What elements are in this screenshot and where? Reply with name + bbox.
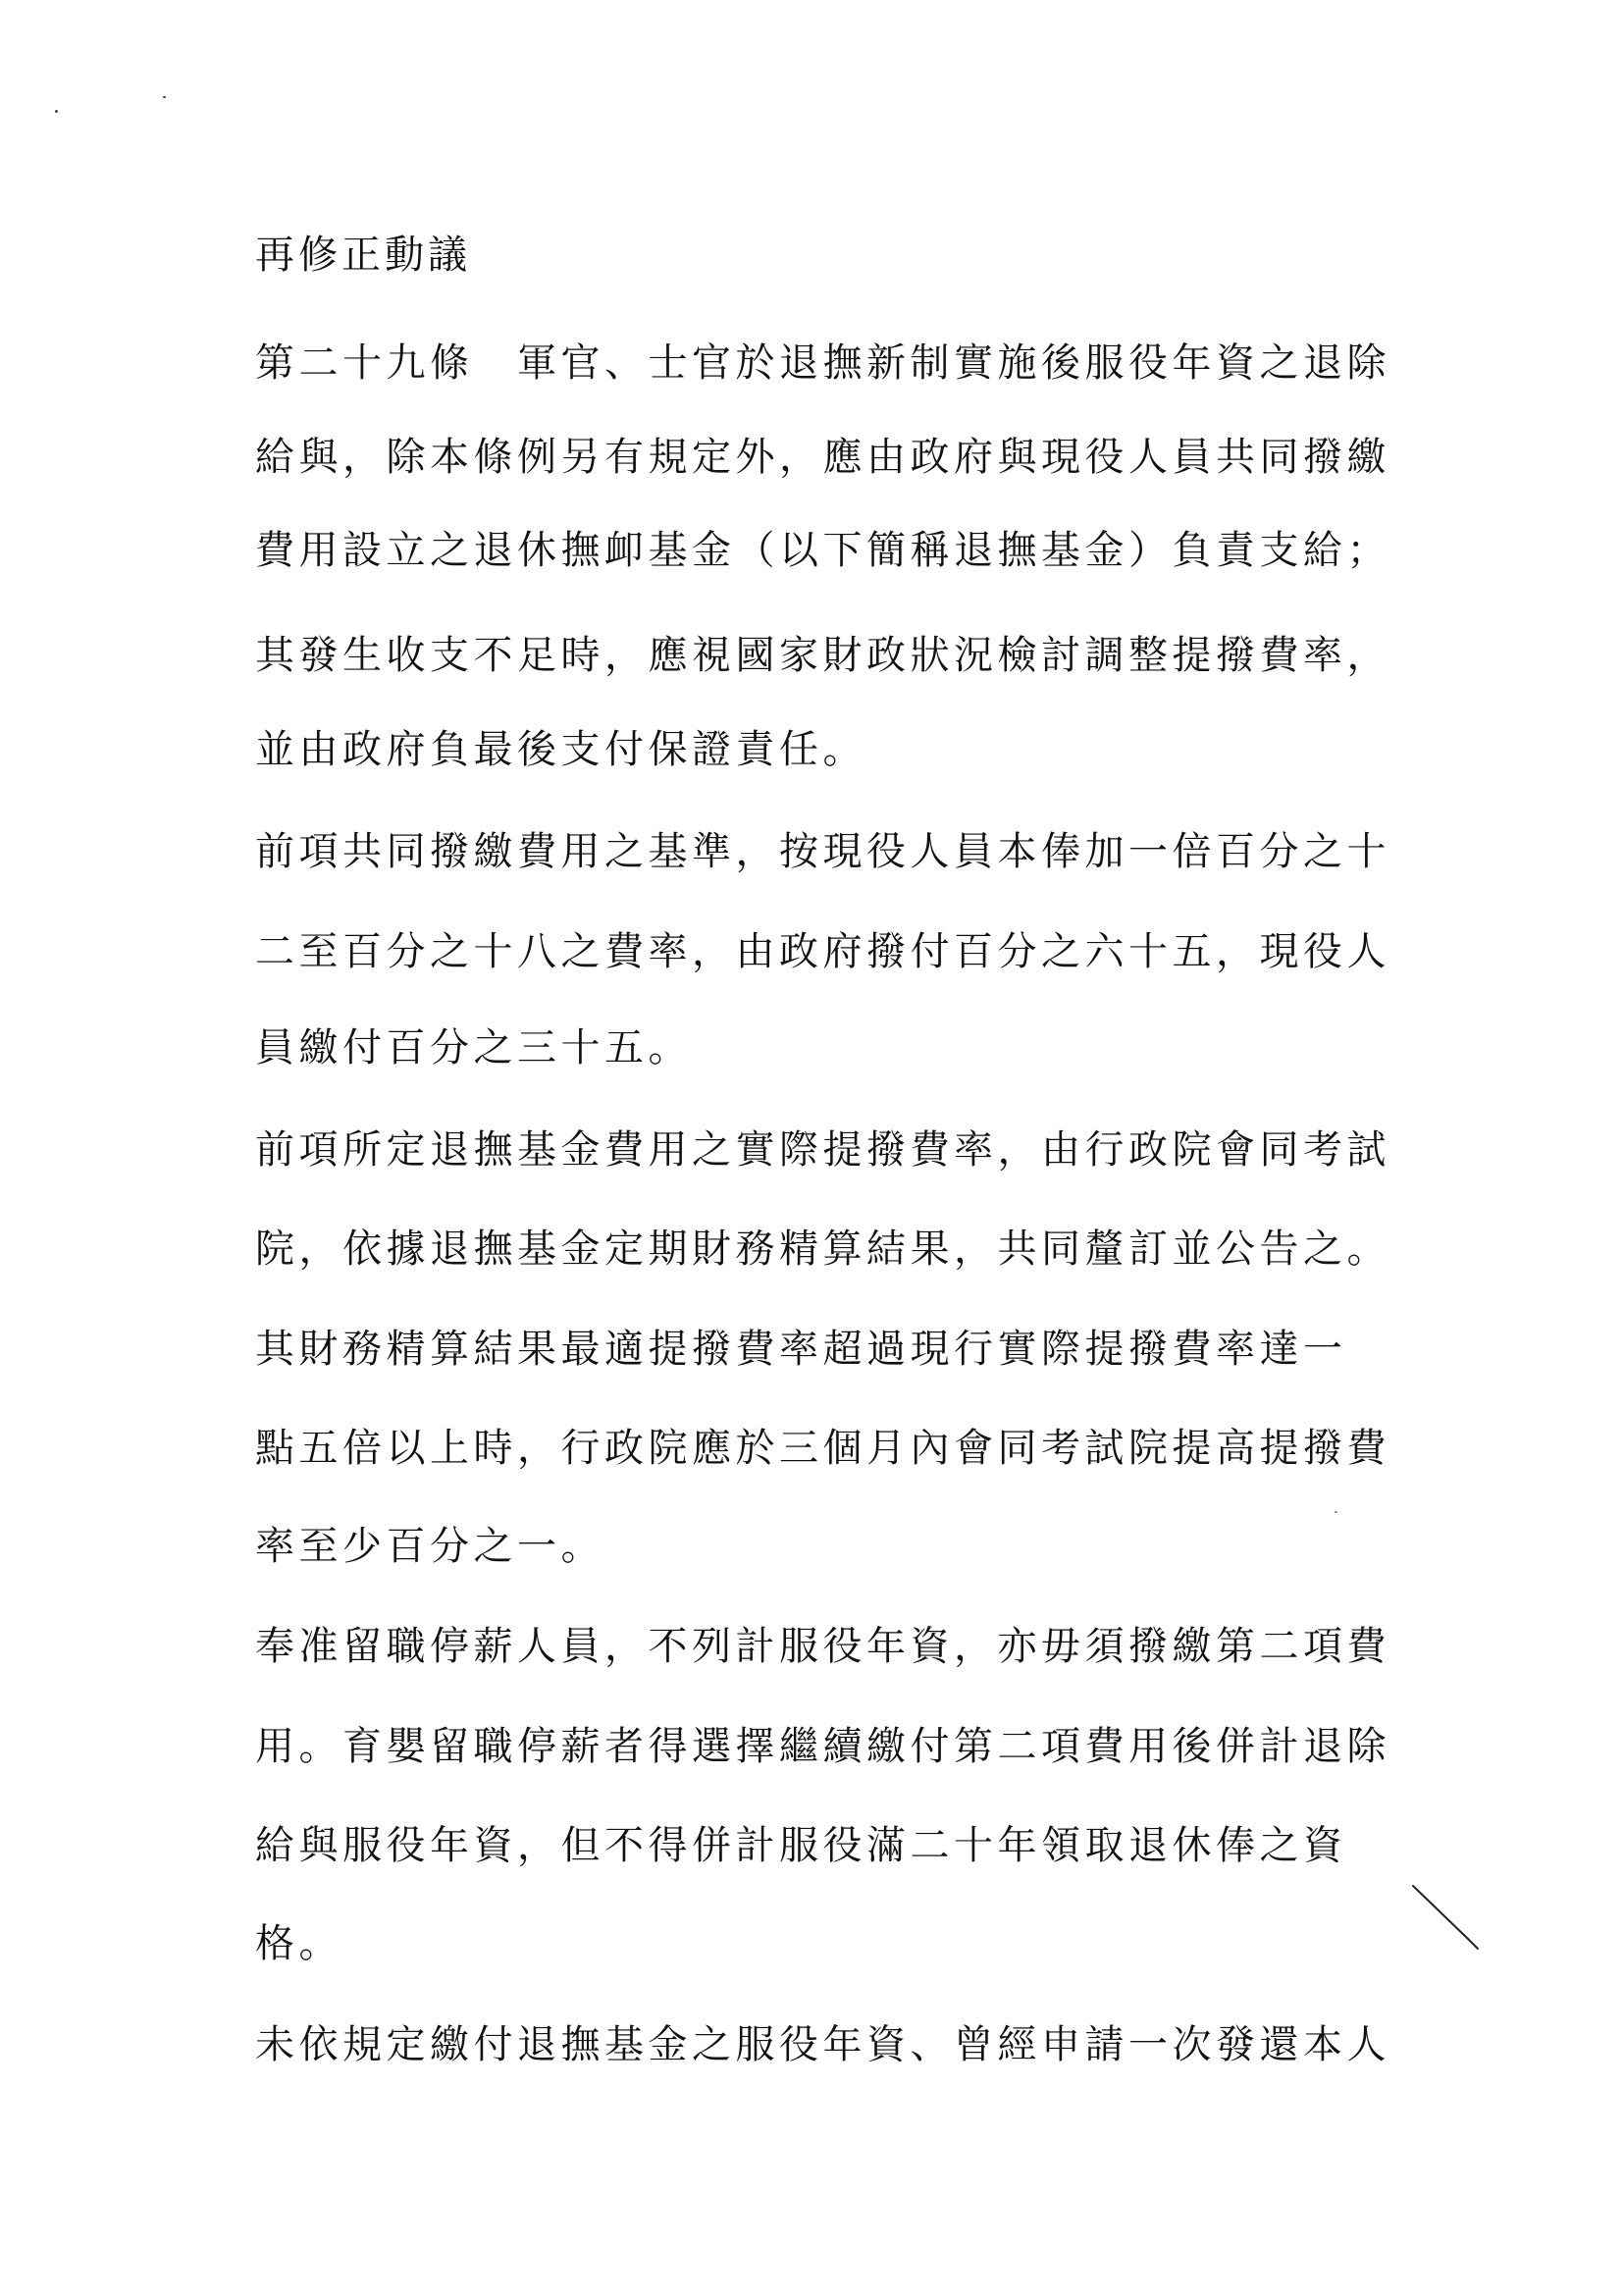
paragraph-line: 費用設立之退休撫卹基金（以下簡稱退撫基金）負責支給； [255, 528, 1390, 573]
scan-speck [55, 110, 58, 113]
paragraph-line: 其財務精算結果最適提撥費率超過現行實際提撥費率達一 [255, 1327, 1347, 1372]
scan-speck [163, 96, 166, 98]
paragraph-line: 其發生收支不足時，應視國家財政狀況檢討調整提撥費率， [255, 633, 1390, 678]
paragraph-line: 前項共同撥繳費用之基準，按現役人員本俸加一倍百分之十 [255, 829, 1390, 874]
document-heading: 再修正動議 [255, 233, 471, 278]
paragraph-line: 奉准留職停薪人員，不列計服役年資，亦毋須撥繳第二項費 [255, 1624, 1390, 1669]
paragraph-line: 用。育嬰留職停薪者得選擇繼續繳付第二項費用後併計退除 [255, 1724, 1390, 1769]
paragraph-line: 並由政府負最後支付保證責任。 [255, 727, 866, 772]
paragraph-line: 給與服役年資，但不得併計服役滿二十年領取退休俸之資 [255, 1823, 1347, 1868]
pen-stroke-mark [1411, 1884, 1490, 1962]
scan-speck [1335, 1511, 1337, 1513]
paragraph-line: 二至百分之十八之費率，由政府撥付百分之六十五，現役人 [255, 929, 1390, 974]
paragraph-line: 未依規定繳付退撫基金之服役年資、曾經申請一次發還本人 [255, 2022, 1390, 2067]
paragraph-line: 員繳付百分之三十五。 [255, 1025, 692, 1070]
paragraph-line: 格。 [255, 1921, 342, 1966]
paragraph-line: 點五倍以上時，行政院應於三個月內會同考試院提高提撥費 [255, 1426, 1390, 1471]
paragraph-line: 率至少百分之一。 [255, 1524, 604, 1569]
paragraph-line: 給與，除本條例另有規定外，應由政府與現役人員共同撥繳 [255, 435, 1390, 480]
paragraph-line: 前項所定退撫基金費用之實際提撥費率，由行政院會同考試 [255, 1127, 1390, 1173]
paragraph-line: 院，依據退撫基金定期財務精算結果，共同釐訂並公告之。 [255, 1226, 1390, 1272]
paragraph-line: 第二十九條 軍官、士官於退撫新制實施後服役年資之退除 [255, 340, 1390, 386]
